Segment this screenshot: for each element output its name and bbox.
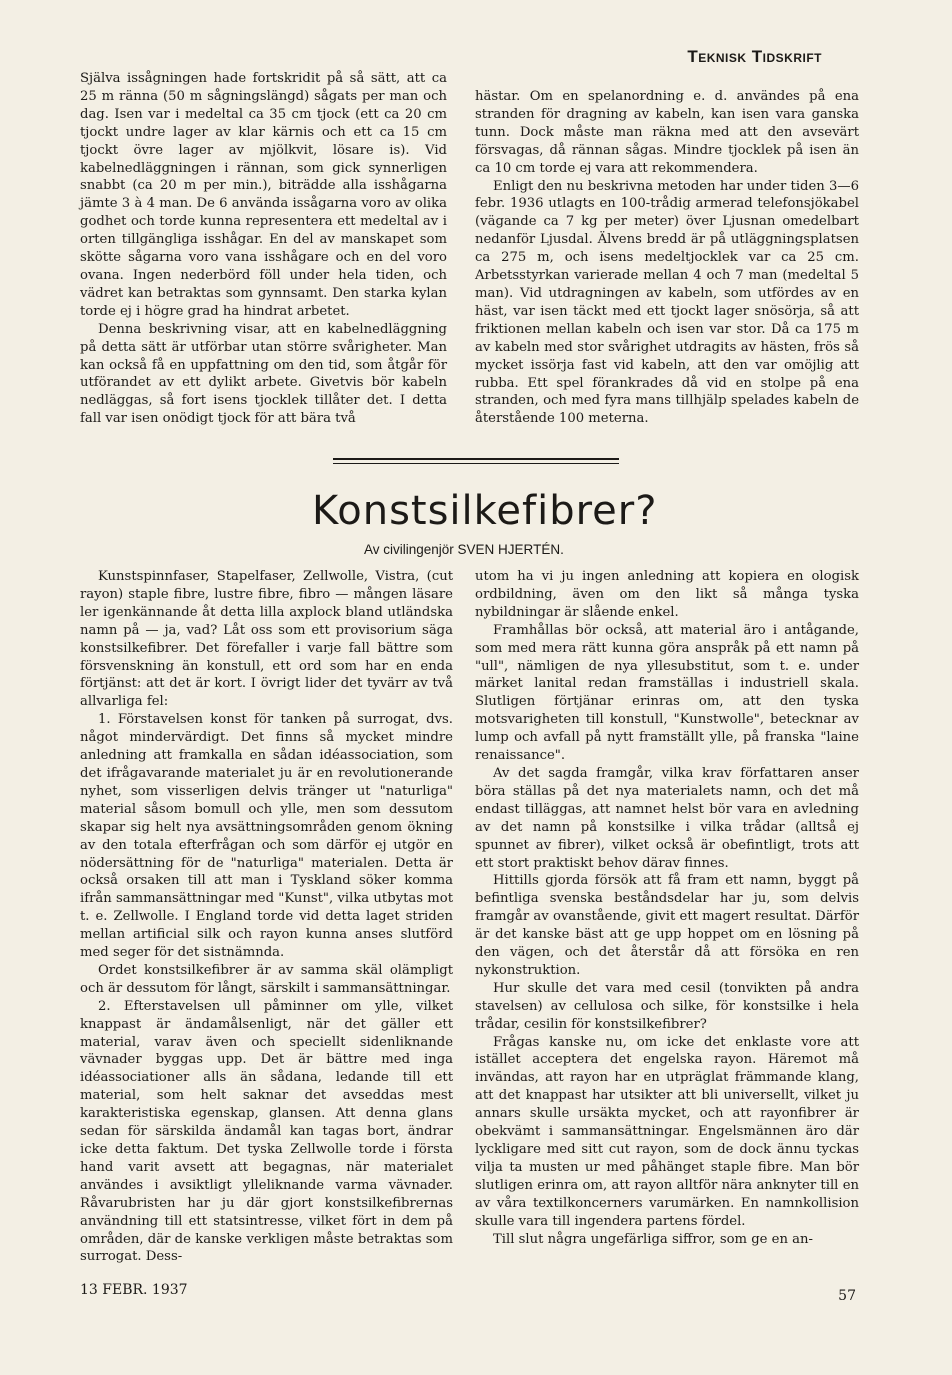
paragraph: Av det sagda framgår, vilka krav författaren anser böra ställas på det nya materialets namn, och det må endast tilläggas, att namnet helst bör vara en avledning av det namn på konstsilke i vilka trådar (alltså ej spunnet av fibrer), vilket också är obefintligt, trots att ett stort praktiskt behov därav finnes.	[475, 765, 859, 871]
paragraph: utom ha vi ju ingen anledning att kopiera en ologisk ordbildning, även om den likt så många tyska nybildningar är slående enkel.	[475, 569, 859, 620]
paragraph: 2. Efterstavelsen ull påminner om ylle, vilket knappast är ändamålsenligt, när det gäller ett material, varav även och speciellt sidenliknande vävnader byggas upp. Det är bättre med inga idéassociationer alls än sådana, ledande till ett material, som helt saknar det avseddas mest karakteristiska egenskap, glansen. Att denna glans sedan för särskilda ändamål kan tagas bort, ändrar icke detta faktum. Det tyska Zellwolle torde i första hand varit avsett att begagnas, när materialet användes i avsiktligt ylleliknande varma vävnader. Råvarubristen har ju där gjort konstsilkefibrernas användning till ett statsintresse, vilket fört in dem på områden, där de kanske verkligen måste betraktas som surrogat. Dess-	[80, 998, 453, 1265]
paragraph: Denna beskrivning visar, att en kabelnedläggning på detta sätt är utförbar utan större svårigheter. Man kan också få en uppfattning om den tid, som åtgår för utförandet av ett dylikt arbete. Givetvis bör kabeln nedläggas, så fort isens tjocklek tillåter det. I detta fall var isen onödigt tjock för att bära två	[80, 321, 447, 427]
paragraph: 1. Förstavelsen konst för tanken på surrogat, dvs. något mindervärdigt. Det finns så mycket mindre anledning att framkalla en sådan idéassociation, som det ifrågavarande materialet ju är en revolutionerande nyhet, som visserligen delvis tränger ut "naturliga" material såsom bomull och ylle, men som dessutom skapar sig helt nya avsättningsområden genom ökning av den totala efterfrågan och som därför ej utgör en nödersättning för de "naturliga" materialen. Detta är också orsaken till att man i Tyskland söker komma ifrån sammansättningar med "Kunst", vilka utbytas mot t. e. Zellwolle. I England torde vid detta laget striden mellan artificial silk och rayon kunna anses slutförd med seger för det sistnämnda.	[80, 712, 453, 961]
top-right-column	[475, 88, 859, 428]
page-number: 57	[838, 1288, 856, 1304]
paragraph: Till slut några ungefärliga siffror, som ge en an-	[493, 1231, 813, 1247]
paragraph: Kunstspinnfaser, Stapelfaser, Zellwolle, Vistra, (cut rayon) staple fibre, lustre fibre, fibro — mången läsare ler igenkännande åt detta lilla axplock bland utländska namn på — ja, vad? Låt oss som ett provisorium säga konstsilkefibrer. Det förefaller i varje fall bättre som försvenskning än konstull, ett ord som har en enda förtjänst: att det är kort. I övrigt lider det tyvärr av två allvarliga fel:	[80, 569, 453, 710]
paragraph: Ordet konstsilkefibrer är av samma skäl olämpligt och är dessutom för långt, särskilt i sammansättningar.	[80, 962, 453, 996]
paragraph: Själva issågningen hade fortskridit på så sätt, att ca 25 m ränna (50 m sågningslängd) sågats per man och dag. Isen var i medeltal ca 35 cm tjock (ett ca 20 cm tjockt undre lager av klar kärnis och ett ca 15 cm tjockt övre lager av mjölkvit, lösare is). Vid kabelnedläggningen i rännan, som gick synnerligen snabbt (ca 20 m per min.), biträdde alla isshågarna jämte 3 à 4 man. De 6 använda issågarna voro av olika godhet och torde kunna representera ett medeltal av i orten tillgängliga isshågar. En del av manskapet som skötte sågarna voro vana isshågare och en del voro ovana. Ingen nederbörd föll under hela tiden, och vädret kan betraktas som gynnsamt. Den starka kylan torde ej i högre grad ha hindrat arbetet.	[80, 71, 447, 319]
divider-rule	[333, 458, 619, 460]
article-byline: Av civilingenjör SVEN HJERTÉN.	[364, 542, 564, 557]
article-left-column	[80, 568, 453, 1266]
paragraph: Framhållas bör också, att material äro i antågande, som med mera rätt kunna göra anspråk på ett namn på "ull", nämligen de nya yllesubstitut, som t. e. under märket lanital redan framställas i industriell skala. Slutligen förtjänar erinras om, att den tyska motsvarigheten till konstull, "Kunstwolle", betecknar av lump och avfall på nytt framställt ylle, på franska "laine renaissance".	[475, 622, 859, 764]
divider-rule	[333, 463, 619, 464]
article-title: Konstsilkefibrer?	[312, 488, 658, 534]
paragraph: hästar. Om en spelanordning e. d. användes på ena stranden för dragning av kabeln, kan isen vara ganska tunn. Dock måste man räkna med att den avsevärt försvagas, då rännan sågas. Mindre tjocklek på isen än ca 10 cm torde ej vara att rekommendera.	[475, 89, 859, 176]
paragraph: Hur skulle det vara med cesil (tonvikten på andra stavelsen) av cellulosa och silke, för konstsilke i hela trådar, cesilin för konstsilkefibrer?	[475, 980, 859, 1032]
paragraph: Hittills gjorda försök att få fram ett namn, byggt på befintliga svenska beståndsdelar har ju, som delvis framgår av ovanstående, givit ett magert resultat. Därför är det kanske bäst att ge upp hoppet om en lösning på den vägen, och det återstår då att försöka en ren nykonstruktion.	[475, 873, 859, 978]
footer-date: 13 FEBR. 1937	[80, 1282, 188, 1298]
article-right-column	[475, 568, 859, 1248]
paragraph: Enligt den nu beskrivna metoden har under tiden 3—6 febr. 1936 utlagts en 100-trådig armerad telefonsjökabel (vägande ca 7 kg per meter) över Ljusnan omedelbart nedanför Ljusdal. Älvens bredd är på utläggningsplatsen ca 275 m, och isens medeltjocklek var ca 25 cm. Arbetsstyrkan varierade mellan 4 och 7 man (medeltal 5 man). Vid utdragningen av kabeln, som utfördes av en häst, var isen täckt med ett tjockt lager snösörja, så att friktionen mellan kabeln och isen var stor. Då ca 175 m av kabeln med stor svårighet utdragits av hästen, frös så mycket issörja fast vid kabeln, att den var omöjlig att rubba. Ett spel förankrades då vid en stolpe på ena stranden, och med fyra mans tillhjälp spelades kabeln de återstående 100 meterna.	[475, 178, 859, 427]
journal-header: Teknisk Tidskrift	[687, 47, 822, 66]
top-left-column	[80, 70, 447, 428]
paragraph: Frågas kanske nu, om icke det enklaste vore att istället acceptera det engelska rayon. Häremot må invändas, att rayon har en utpräglat främmande klang, att det knappast har utsikter att bli universellt, vilket ju annars skulle ursäkta mycket, och att rayonfibrer är obekvämt i sammansättningar. Engelsmännen äro där lyckligare med sitt cut rayon, som de dock ännu tyckas vilja ta musten ur med påhänget staple fibre. Man bör slutligen erinra om, att rayon alltför nära anknyter till en av våra textilkoncerners varumärken. En namnkollision skulle vara till ingendera partens fördel.	[475, 1034, 859, 1229]
